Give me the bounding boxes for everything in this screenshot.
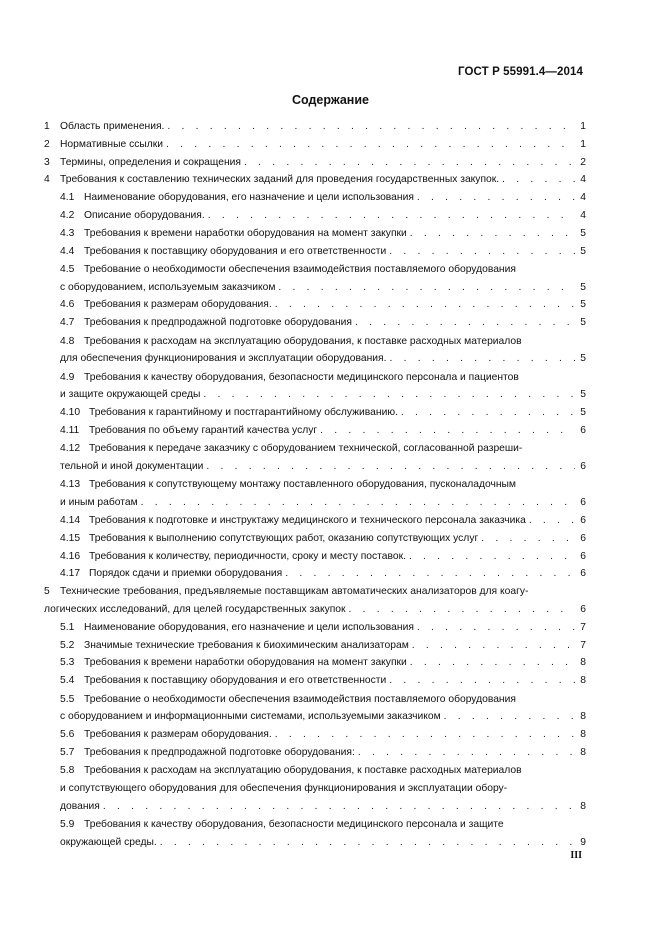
toc-entry-title: Термины, определения и сокращения [60,156,241,168]
toc-entry-title: Требования к подготовке и инструктажу медицинского и технического персонала заказчика [89,515,526,527]
toc-entry-page: 5 [580,407,586,419]
toc-entry-number: 4.13 [60,479,81,491]
toc-entry-page: 5 [580,281,586,293]
toc-entry-title: Требования к составлению технических заданий для проведения государственных закупок. [60,174,500,186]
dot-leader [410,654,575,672]
toc-entry-number: 4.11 [60,425,80,437]
toc-entry-line [60,654,586,672]
toc-entry-line [60,243,586,261]
toc-entry[interactable] [44,744,586,762]
toc-entry-title: окружающей среды. [60,836,157,848]
toc-entry-number: 5 [44,586,50,598]
toc-entry-line [60,386,586,404]
toc-entry[interactable] [44,583,586,619]
toc-entry-title: Требования к предпродажной подготовке оборудования [84,317,352,329]
toc-entry-line [44,136,586,154]
toc-entry-number: 4.4 [60,245,75,257]
dot-leader [502,171,575,189]
toc-entry-number: 5.6 [60,729,75,741]
toc-entry-page: 6 [580,497,586,509]
toc-entry[interactable] [44,565,586,583]
toc-entry-title: логических исследований, для целей государственных закупок [44,604,346,616]
toc-entry-line [60,744,586,762]
toc-entry-title: Требования к выполнению сопутствующих работ, оказанию сопутствующих услуг [89,532,479,544]
toc-entry-line [60,494,586,512]
dot-leader [275,726,575,744]
toc-entry-line [60,726,586,744]
toc-entry-page: 5 [580,245,586,257]
toc-entry-line [44,601,586,619]
dot-leader [481,530,575,548]
toc-entry-line [60,404,586,422]
toc-entry-title: Порядок сдачи и приемки оборудования [89,568,283,580]
dot-leader [417,189,575,207]
toc-entry-page: 6 [580,461,586,473]
toc-entry-line [60,762,586,780]
toc-entry-page: 8 [580,800,586,812]
toc-entry-line [60,458,586,476]
dot-leader [389,672,575,690]
toc-entry-title: Требования к расходам на эксплуатацию оборудования, к поставке расходных материалов [84,335,522,347]
toc-entry-line [60,637,586,655]
toc-entry[interactable] [44,548,586,566]
toc-entry-line [60,279,586,297]
dot-leader [529,512,575,530]
toc-entry-page: 7 [580,621,586,633]
toc-entry-page: 6 [580,568,586,580]
dot-leader [141,494,575,512]
toc-entry-page: 7 [580,639,586,651]
toc-entry-line [60,440,586,458]
toc-entry-title: тельной и иной документации [60,461,204,473]
toc-entry-title: Требования к качеству оборудования, безопасности медицинского персонала и пациентов [84,371,519,383]
toc-entry-page: 6 [580,604,586,616]
toc-entry-line [60,314,586,332]
toc-entry-number: 4.6 [60,299,75,311]
dot-leader [160,834,575,852]
toc-entry[interactable] [44,619,586,637]
toc-entry-number: 5.1 [60,621,75,633]
toc-entry-title: Требования к количеству, периодичности, сроку и месту поставок. [89,550,406,562]
dot-leader [349,601,575,619]
dot-leader [417,619,575,637]
toc-entry[interactable] [44,207,586,225]
toc-entry[interactable] [44,691,586,727]
toc-entry-title: Требования к сопутствующему монтажу поставленного оборудования, пусконаладочным [89,479,516,491]
toc-entry-line [60,816,586,834]
toc-entry-number: 5.2 [60,639,75,651]
toc-entry[interactable] [44,243,586,261]
toc-entry[interactable] [44,136,586,154]
toc-entry-number: 5.7 [60,746,75,758]
toc-entry[interactable] [44,171,586,189]
toc-entry-page: 5 [580,299,586,311]
toc-entry[interactable] [44,369,586,405]
dot-leader [285,565,575,583]
toc-entry-line [44,583,586,601]
toc-entry[interactable] [44,440,586,476]
toc-entry-line [60,619,586,637]
toc-entry-title: Требования к поставщику оборудования и его ответственности [84,675,387,687]
toc-entry-line [60,565,586,583]
toc-entry-line [60,333,586,351]
toc-entry-title: Требования к предпродажной подготовке оборудования: [84,746,355,758]
dot-leader [244,154,575,172]
toc-entry-line [60,530,586,548]
toc-title: Содержание [291,93,369,107]
toc-entry-number: 4 [44,174,50,186]
toc-entry-title: Требования к качеству оборудования, безопасности медицинского персонала и защите [84,819,504,831]
toc-entry-number: 5.9 [60,819,75,831]
toc-entry[interactable] [44,422,586,440]
toc-entry-page: 5 [580,227,586,239]
toc-entry-line [60,296,586,314]
toc-entry-number: 4.15 [60,532,81,544]
toc-entry-page: 8 [580,711,586,723]
dot-leader [410,225,575,243]
toc-entry-number: 4.2 [60,209,75,221]
toc-entry[interactable] [44,296,586,314]
toc-entry-title: Требования к расходам на эксплуатацию оборудования, к поставке расходных материалов [84,765,522,777]
toc-entry-page: 4 [580,209,586,221]
toc-entry-line [60,691,586,709]
toc-entry-title: дования [60,800,100,812]
toc-entry-number: 4.5 [60,263,75,275]
toc-entry-line [60,369,586,387]
dot-leader [358,744,575,762]
toc-entry-number: 5.4 [60,675,75,687]
toc-entry-page: 6 [580,515,586,527]
toc-entry-line [44,154,586,172]
toc-entry-title: Область применения. [60,121,165,132]
toc-entry-number: 4.12 [60,443,81,455]
toc-entry-title: и защите окружающей среды [60,389,201,401]
toc-entry-title: Требования к поставщику оборудования и его ответственности [84,245,387,257]
toc-entry[interactable] [44,333,586,369]
toc-entry-page: 5 [580,353,586,365]
toc-entry-number: 2 [44,138,50,150]
toc-entry-page: 8 [580,746,586,758]
toc-entry-number: 4.7 [60,317,75,329]
dot-leader [389,350,575,368]
dot-leader [203,386,575,404]
toc-entry-number: 5.3 [60,657,75,669]
dot-leader [167,118,575,136]
toc-entry-page: 6 [580,425,586,437]
toc-entry-title: Требование о необходимости обеспечения взаимодействия поставляемого оборудования [84,263,516,275]
toc-entry[interactable] [44,154,586,172]
toc-entry-line [60,422,586,440]
toc-entry-line [60,548,586,566]
toc-entry-page: 2 [580,156,586,168]
toc-entry[interactable] [44,261,586,297]
toc-entry-title: для обеспечения функционирования и эксплуатации оборудования. [60,353,387,365]
toc-entry-number: 4.9 [60,371,75,383]
dot-leader [412,637,575,655]
toc-entry-title: Наименование оборудования, его назначение и цели использования [84,192,414,204]
toc-entry-page: 6 [580,532,586,544]
toc-entry-title: Требования к размерам оборудования. [84,299,272,311]
toc-entry-page: 9 [580,836,586,848]
dot-leader [206,458,575,476]
toc-entry[interactable] [44,189,586,207]
page-numeral: III [570,850,582,861]
dot-leader [355,314,575,332]
toc-entry-number: 4.10 [60,407,81,419]
toc-entry-line [60,672,586,690]
toc-entry-page: 4 [580,192,586,204]
toc-entry-title: с оборудованием, используемым заказчиком [60,281,276,293]
toc-entry[interactable] [44,404,586,422]
toc-entry-line [60,780,586,798]
toc-entry-line [60,834,586,852]
toc-entry-number: 4.3 [60,227,75,239]
toc-entry[interactable] [44,816,586,852]
toc-entry-number: 4.16 [60,550,81,562]
dot-leader [166,136,575,154]
toc-entry[interactable] [44,476,586,512]
toc-entry-line [60,798,586,816]
toc-entry-title: Нормативные ссылки [60,138,164,150]
toc-entry-title: и иным работам [60,497,138,509]
toc-entry-title: с оборудованием и информационными системами, используемыми заказчиком [60,711,441,723]
toc-entry-line [60,189,586,207]
toc-entry-line [60,207,586,225]
toc-entry-line [60,350,586,368]
toc-entry-title: Технические требования, предъявляемые поставщикам автоматических анализаторов для коагу- [60,586,529,598]
toc-entry-page: 1 [580,121,586,132]
toc-entry-number: 4.14 [60,515,81,527]
dot-leader [103,798,575,816]
toc-entry-number: 5.5 [60,693,75,705]
toc-entry-line [44,118,586,136]
toc-entry-page: 6 [580,550,586,562]
toc-entry-page: 8 [580,729,586,741]
toc-entry-number: 4.1 [60,192,75,204]
toc-entry-line [60,708,586,726]
toc-entry-title: Требования к времени наработки оборудования на момент закупки [84,657,407,669]
toc-entry-line [60,512,586,530]
toc-entry-title: Требования к времени наработки оборудования на момент закупки [84,227,407,239]
table-of-contents [44,118,586,852]
toc-entry-number: 4.17 [60,568,81,580]
dot-leader [320,422,575,440]
toc-entry-line [44,171,586,189]
toc-entry-title: Требования к передаче заказчику с оборудованием технической, согласованной разреши- [89,443,523,455]
toc-entry-number: 3 [44,156,50,168]
toc-entry[interactable] [44,225,586,243]
toc-entry-page: 4 [580,174,586,186]
toc-entry-title: Значимые технические требования к биохимическим анализаторам [84,639,409,651]
toc-entry-title: Требования к размерам оборудования. [84,729,272,741]
dot-leader [401,404,575,422]
toc-entry[interactable] [44,314,586,332]
toc-entry-line [60,225,586,243]
standard-id: ГОСТ Р 55991.4—2014 [458,66,583,78]
toc-entry-number: 1 [44,121,50,132]
toc-entry-title: Требование о необходимости обеспечения взаимодействия поставляемого оборудования [84,693,516,705]
toc-entry-number: 4.8 [60,335,75,347]
toc-entry[interactable] [44,654,586,672]
toc-entry-title: Описание оборудования. [84,209,205,221]
toc-entry[interactable] [44,726,586,744]
toc-entry-page: 8 [580,675,586,687]
toc-entry-title: Требования по объему гарантий качества услуг [89,425,318,437]
toc-entry-number: 5.8 [60,765,75,777]
toc-entry-page: 1 [580,138,586,150]
toc-entry-title: Наименование оборудования, его назначение и цели использования [84,621,414,633]
dot-leader [278,279,575,297]
toc-entry[interactable] [44,672,586,690]
toc-entry-title: Требования к гарантийному и постгарантийному обслуживанию. [89,407,398,419]
toc-entry-page: 5 [580,317,586,329]
toc-entry-page: 5 [580,389,586,401]
toc-entry-line [60,261,586,279]
toc-entry-line [60,476,586,494]
toc-entry[interactable] [44,762,586,815]
toc-entry-title: и сопутствующего оборудования для обеспечения функционирования и эксплуатации обору- [60,782,508,794]
toc-entry[interactable] [44,118,586,136]
toc-entry[interactable] [44,637,586,655]
dot-leader [444,708,575,726]
toc-entry-page: 8 [580,657,586,669]
toc-entry[interactable] [44,512,586,530]
dot-leader [409,548,575,566]
dot-leader [275,296,575,314]
dot-leader [389,243,575,261]
dot-leader [208,207,575,225]
toc-entry[interactable] [44,530,586,548]
